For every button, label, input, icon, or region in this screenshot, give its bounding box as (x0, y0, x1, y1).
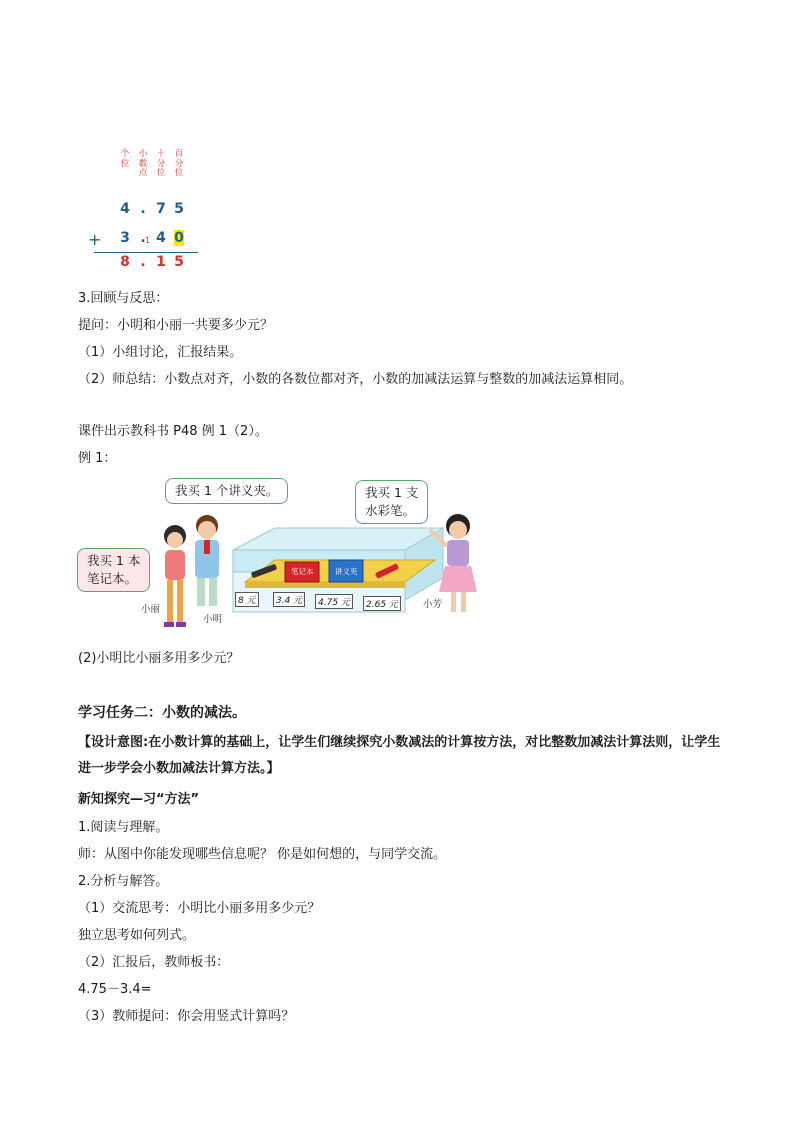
name-xiaoming: 小明 (203, 614, 223, 625)
speech-bubble-xiaofang: 我买 1 支 水彩笔。 (355, 480, 428, 524)
example-illustration (75, 470, 495, 640)
result-digit: 8 (120, 254, 130, 270)
result-digit: 1 (156, 254, 166, 270)
digit: 7 (156, 201, 166, 217)
courseware-text: 课件出示教科书 P48 例 1（2）。 (78, 424, 268, 439)
price-tag: 3.4 元 (273, 592, 305, 607)
step-text: （2）汇报后，教师板书： (78, 955, 230, 970)
digit: 4 (156, 230, 166, 246)
vertical-addition (80, 150, 200, 275)
carry-mark: 1 (145, 236, 151, 245)
price-tag: 2.65 元 (363, 596, 401, 611)
header-ones: 个 位 (120, 149, 130, 169)
plus-sign: + (88, 230, 102, 249)
formula-text: 4.75－3.4= (78, 982, 152, 997)
step-text: （2）师总结：小数点对齐，小数的各数位都对齐，小数的加减法运算与整数的加减法运算相同。 (78, 372, 633, 387)
speech-bubble-xiaoming: 我买 1 个讲义夹。 (165, 478, 288, 504)
header-hundredths: 百 分 位 (174, 149, 184, 178)
review-title: 3.回顾与反思： (78, 291, 169, 306)
name-xiaoli: 小丽 (141, 604, 161, 615)
calc-line (94, 252, 198, 253)
digit: 5 (174, 201, 184, 217)
price-tag: 8 元 (235, 592, 259, 607)
digit: 3 (120, 230, 130, 246)
digit: . (140, 230, 146, 246)
step-text: 2.分析与解答。 (78, 874, 169, 889)
digit: 4 (120, 201, 130, 217)
notebook-label: 笔记本 (291, 567, 314, 576)
teacher-text: 师：从图中你能发现哪些信息呢？ 你是如何想的，与同学交流。 (78, 847, 447, 862)
price-tag: 4.75 元 (315, 594, 353, 609)
speech-bubble-xiaoli: 我买 1 本 笔记本。 (77, 548, 150, 592)
design-intent: 【设计意图:在小数计算的基础上，让学生们继续探究小数减法的计算按方法，对比整数加减法计算法则，让学生进一步学会小数加减法计算方法。】 (78, 735, 721, 776)
result-digit: . (140, 254, 146, 270)
step-text: （1）小组讨论，汇报结果。 (78, 345, 243, 360)
highlighted-zero: 0 (174, 230, 184, 246)
folder-label: 讲义夹 (335, 567, 358, 576)
step-text: 1.阅读与理解。 (78, 820, 169, 835)
digit: . (140, 201, 146, 217)
question-text: 提问：小明和小丽一共要多少元？ (78, 318, 274, 333)
question-text: (2)小明比小丽多用多少元？ (78, 651, 240, 666)
step-text: （1）交流思考：小明比小丽多用多少元？ (78, 901, 321, 916)
display-case-drawing (75, 470, 495, 640)
name-xiaofang: 小芳 (423, 599, 443, 610)
step-text: （3）教师提问：你会用竖式计算吗？ (78, 1009, 295, 1024)
header-point: 小 数 点 (138, 149, 148, 178)
example-label: 例 1： (78, 451, 117, 466)
step-text: 独立思考如何列式。 (78, 928, 196, 943)
sub-heading: 新知探究—习“方法” (78, 792, 200, 807)
header-tenths: 十 分 位 (156, 149, 166, 178)
section-heading: 学习任务二：小数的减法。 (78, 705, 246, 721)
result-digit: 5 (174, 254, 184, 270)
